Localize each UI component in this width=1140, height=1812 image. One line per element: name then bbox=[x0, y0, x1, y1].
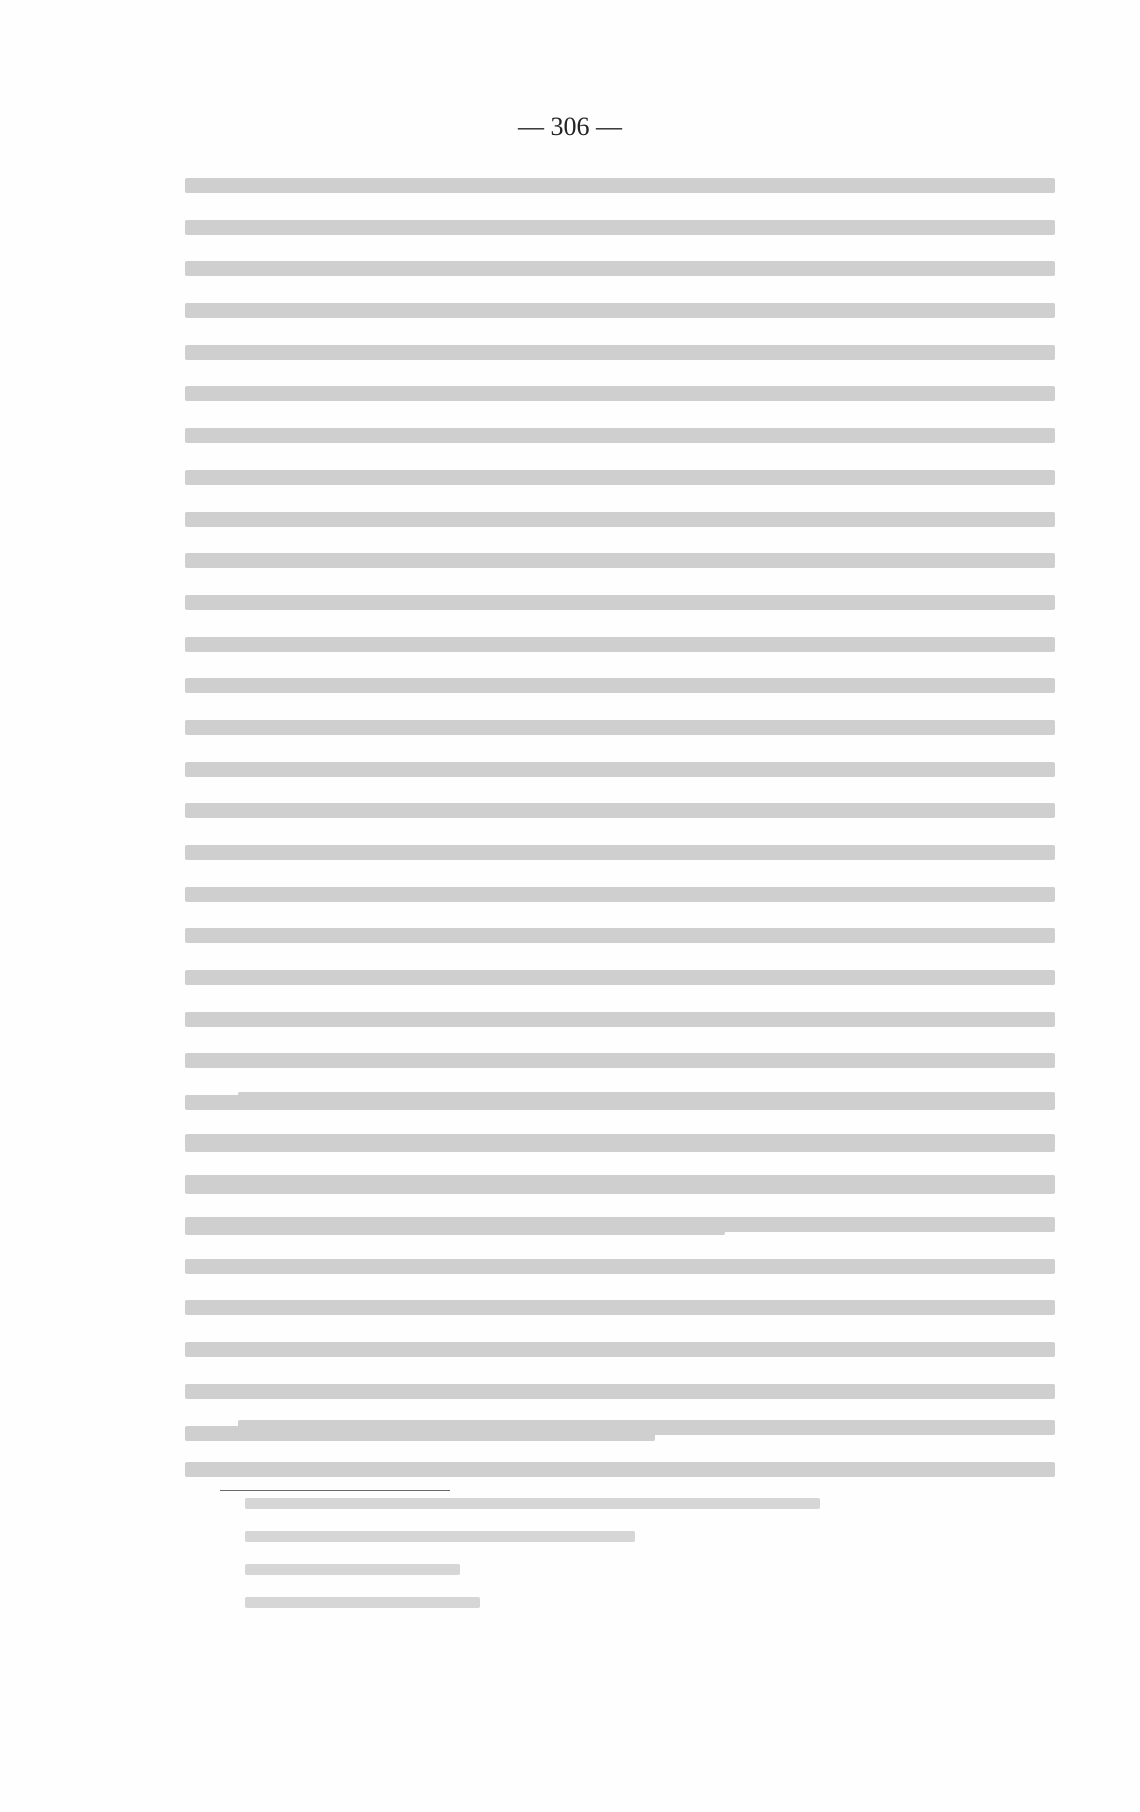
footnote-rule bbox=[220, 1490, 450, 1491]
paragraph-2 bbox=[185, 1092, 1055, 1467]
page-number: — 306 — bbox=[518, 112, 622, 141]
footnotes bbox=[245, 1498, 945, 1630]
